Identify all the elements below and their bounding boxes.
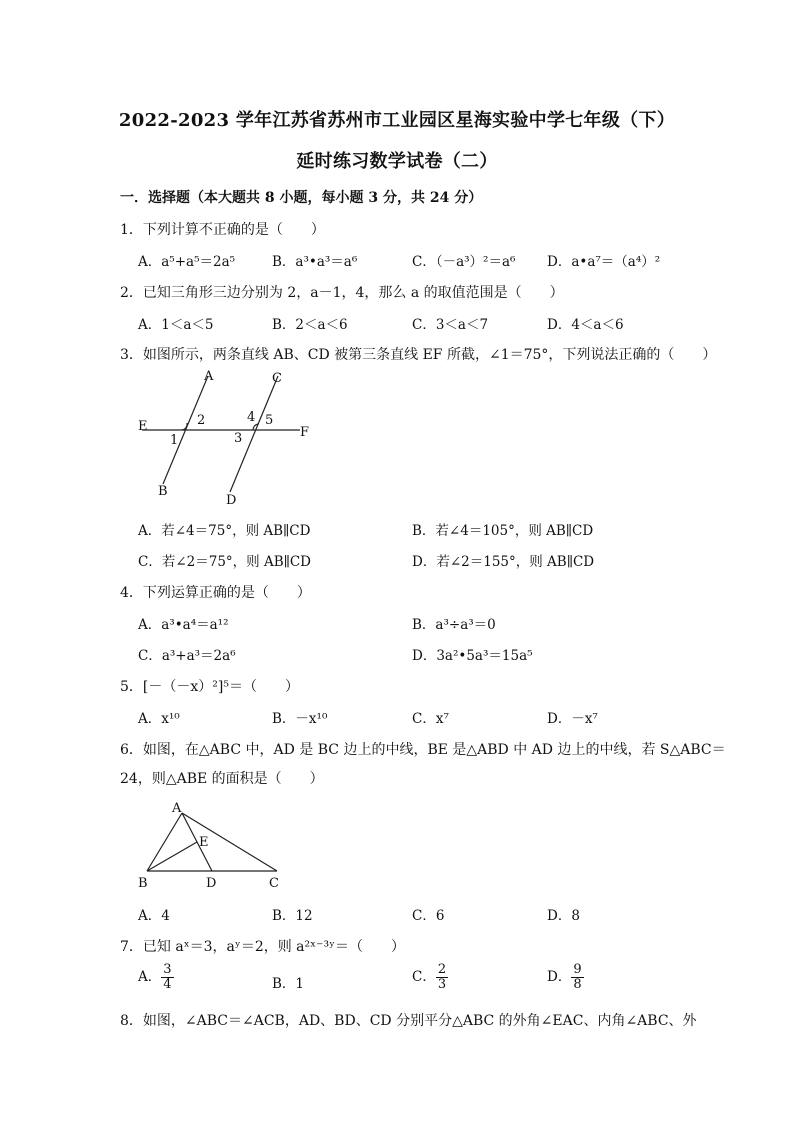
q5-option-d: D．－x⁷ — [547, 711, 598, 727]
q1-option-d: D．a•a⁷＝（a⁴）² — [547, 254, 661, 270]
q7-option-c — [412, 963, 448, 992]
q6-option-d: D．8 — [547, 908, 580, 924]
question-3-stem: 3．如图所示，两条直线 AB、CD 被第三条直线 EF 所截，∠1＝75°，下列说法正确的（ ） — [120, 347, 717, 363]
q2-option-b: B．2＜a＜6 — [272, 317, 348, 333]
label-angle-2: 2 — [197, 413, 206, 428]
section-heading: 一．选择题（本大题共 8 小题，每小题 3 分，共 24 分） — [120, 190, 483, 206]
q3-option-d: D．若∠2＝155°，则 AB∥CD — [412, 554, 595, 570]
question-2-stem: 2．已知三角形三边分别为 2，a－1，4，那么 a 的取值范围是（ ） — [120, 285, 564, 301]
label-E: E — [199, 835, 209, 850]
q5-option-b: B．－x¹⁰ — [272, 711, 328, 727]
q6-option-a: A．4 — [138, 908, 170, 924]
label-angle-5: 5 — [265, 413, 274, 428]
question-6-stem-line1: 6．如图，在△ABC 中，AD 是 BC 边上的中线，BE 是△ABD 中 AD 边上的中线，若 S△ABC＝ — [120, 742, 726, 758]
label-D: D — [206, 876, 217, 891]
label-F: F — [300, 425, 310, 440]
q1-option-b: B．a³•a³＝a⁶ — [272, 254, 358, 270]
q7-option-b-value: 1 — [295, 976, 305, 992]
q7-option-a-denominator: 4 — [163, 977, 172, 992]
question-6-stem-line2: 24，则△ABE 的面积是（ ） — [120, 771, 324, 787]
q7-option-c-denominator: 3 — [437, 977, 447, 992]
label-A: A — [172, 801, 182, 816]
q7-option-a — [138, 963, 174, 992]
label-B: B — [138, 876, 148, 891]
question-4-stem: 4．下列运算正确的是（ ） — [120, 585, 311, 601]
q3-figure — [130, 366, 330, 511]
question-5-stem: 5．[－（－x）²]⁵＝（ ） — [120, 679, 299, 695]
q5-option-a: A．x¹⁰ — [138, 711, 180, 727]
q2-option-a: A．1＜a＜5 — [138, 317, 214, 333]
q6-figure — [132, 798, 292, 893]
q7-option-a-prefix: A． — [138, 969, 162, 985]
q3-option-c: C．若∠2＝75°，则 AB∥CD — [138, 554, 312, 570]
q7-option-b-prefix: B． — [272, 976, 296, 992]
question-7-stem: 7．已知 aˣ＝3，aʸ＝2，则 a²ˣ⁻³ʸ＝（ ） — [120, 939, 405, 955]
q7-option-a-numerator: 3 — [163, 962, 172, 977]
q3-option-b: B．若∠4＝105°，则 AB∥CD — [412, 523, 594, 539]
q1-option-a: A．a⁵+a⁵＝2a⁵ — [138, 254, 236, 270]
label-angle-4: 4 — [247, 410, 256, 425]
label-E: E — [138, 419, 148, 434]
q7-option-d-numerator: 9 — [573, 962, 582, 977]
label-D: D — [226, 493, 237, 508]
q4-option-b: B．a³÷a³＝0 — [412, 617, 496, 633]
q7-option-d-denominator: 8 — [573, 977, 582, 992]
q1-option-c: C．（－a³）²＝a⁶ — [412, 254, 516, 270]
q6-option-c: C．6 — [412, 908, 445, 924]
q7-option-c-fraction — [436, 963, 448, 992]
label-A: A — [204, 369, 214, 384]
label-C: C — [269, 876, 279, 891]
q7-option-a-fraction — [161, 963, 173, 992]
label-angle-3: 3 — [234, 431, 243, 446]
exam-title-line2: 延时练习数学试卷（二） — [296, 151, 498, 172]
q4-option-d: D．3a²•5a³＝15a⁵ — [412, 648, 533, 664]
exam-title-line1: 2022-2023 学年江苏省苏州市工业园区星海实验中学七年级（下） — [118, 110, 676, 131]
label-C: C — [272, 371, 282, 386]
side-ab — [147, 813, 182, 871]
q6-option-b: B．12 — [272, 908, 313, 924]
q7-option-d-prefix: D． — [547, 969, 572, 985]
q4-option-a: A．a³•a⁴＝a¹² — [138, 617, 229, 633]
q7-option-c-numerator: 2 — [437, 962, 447, 977]
q2-option-c: C．3＜a＜7 — [412, 317, 489, 333]
question-8-stem: 8．如图，∠ABC＝∠ACB，AD、BD、CD 分别平分△ABC 的外角∠EAC、内角∠ABC、外 — [120, 1013, 697, 1029]
q5-option-c: C．x⁷ — [412, 711, 449, 727]
q3-option-a: A．若∠4＝75°，则 AB∥CD — [138, 523, 311, 539]
median-be — [147, 842, 197, 871]
label-B: B — [158, 484, 168, 499]
q7-option-d-fraction — [571, 963, 583, 992]
q7-option-d — [547, 963, 584, 992]
q7-option-b — [272, 972, 304, 992]
label-angle-1: 1 — [170, 433, 179, 448]
q4-option-c: C．a³+a³＝2a⁶ — [138, 648, 236, 664]
question-1-stem: 1．下列计算不正确的是（ ） — [120, 222, 325, 238]
q2-option-d: D．4＜a＜6 — [547, 317, 624, 333]
q7-option-c-prefix: C． — [412, 969, 436, 985]
